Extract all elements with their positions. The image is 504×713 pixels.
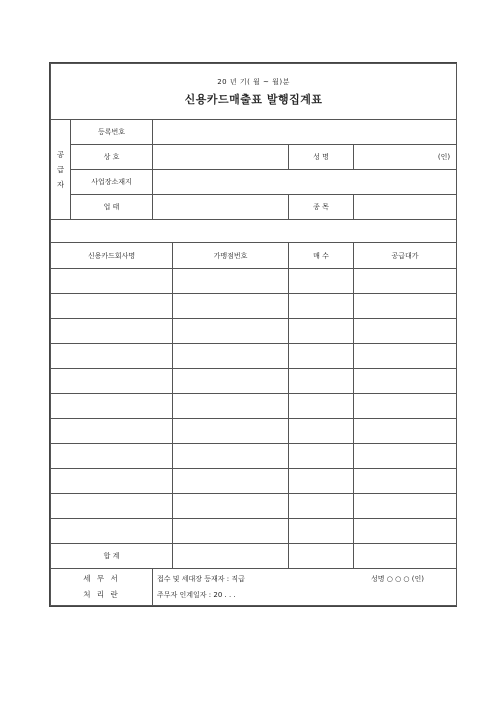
registrar-line: 접수 및 세대장 등재자 : 직급 (157, 575, 245, 583)
reg-no-field[interactable] (153, 120, 457, 145)
card-company-cell[interactable] (51, 519, 173, 544)
table-row (51, 519, 457, 544)
name-field[interactable] (354, 145, 457, 170)
count-cell[interactable] (289, 469, 354, 494)
trade-name-field[interactable] (153, 145, 289, 170)
supply-amount-cell[interactable] (354, 294, 457, 319)
count-cell[interactable] (289, 319, 354, 344)
table-row (51, 369, 457, 394)
address-field[interactable] (153, 170, 457, 195)
merchant-no-cell[interactable] (173, 394, 289, 419)
count-cell[interactable] (289, 344, 354, 369)
count-cell[interactable] (289, 369, 354, 394)
merchant-no-cell[interactable] (173, 444, 289, 469)
merchant-no-cell[interactable] (173, 319, 289, 344)
column-header-row (51, 243, 457, 269)
card-company-cell[interactable] (51, 369, 173, 394)
merchant-no-cell[interactable] (173, 519, 289, 544)
card-company-cell[interactable] (51, 269, 173, 294)
count-cell[interactable] (289, 444, 354, 469)
form-header (51, 64, 457, 120)
total-amount-cell[interactable] (354, 544, 457, 569)
total-count-cell[interactable] (289, 544, 354, 569)
merchant-no-cell[interactable] (173, 469, 289, 494)
seal-mark: (인) (437, 153, 451, 161)
total-merchant-cell[interactable] (173, 544, 289, 569)
merchant-no-cell[interactable] (173, 294, 289, 319)
supply-amount-cell[interactable] (354, 469, 457, 494)
reg-no-label: 등록번호 (71, 120, 153, 145)
merchant-no-cell[interactable] (173, 419, 289, 444)
trade-name-label: 상 호 (71, 145, 153, 170)
card-company-cell[interactable] (51, 294, 173, 319)
supply-amount-cell[interactable] (354, 344, 457, 369)
supplier-side-label: 공 급 자 (51, 120, 71, 220)
supply-amount-cell[interactable] (354, 319, 457, 344)
merchant-no-cell[interactable] (173, 344, 289, 369)
handover-date-line: 주무자 인계일자 : 20 . . . (157, 591, 236, 599)
table-row (51, 444, 457, 469)
business-item-field[interactable] (354, 195, 457, 220)
table-row (51, 494, 457, 519)
table-row (51, 394, 457, 419)
supply-amount-cell[interactable] (354, 394, 457, 419)
table-row (51, 269, 457, 294)
merchant-no-cell[interactable] (173, 269, 289, 294)
supply-amount-cell[interactable] (354, 519, 457, 544)
name-label: 성 명 (289, 145, 354, 170)
merchant-no-cell[interactable] (173, 494, 289, 519)
card-company-cell[interactable] (51, 394, 173, 419)
form-title: 신용카드매출표 발행집계표 (184, 92, 323, 106)
count-cell[interactable] (289, 419, 354, 444)
business-type-label: 업 태 (71, 195, 153, 220)
supply-amount-cell[interactable] (354, 419, 457, 444)
business-item-label: 종 목 (289, 195, 354, 220)
card-company-cell[interactable] (51, 319, 173, 344)
supply-amount-cell[interactable] (354, 369, 457, 394)
report-period: 20 년 기( 월 ~ 월)분 (217, 77, 290, 86)
merchant-no-cell[interactable] (173, 369, 289, 394)
table-row (51, 469, 457, 494)
tax-office-label: 세 무 서 처 리 란 (51, 569, 153, 606)
card-company-cell[interactable] (51, 344, 173, 369)
card-company-cell[interactable] (51, 494, 173, 519)
col-supply-amount: 공급대가 (354, 243, 457, 269)
col-count: 매 수 (289, 243, 354, 269)
supply-amount-cell[interactable] (354, 269, 457, 294)
supply-amount-cell[interactable] (354, 494, 457, 519)
count-cell[interactable] (289, 394, 354, 419)
separator-row (51, 220, 457, 243)
count-cell[interactable] (289, 519, 354, 544)
supply-amount-cell[interactable] (354, 444, 457, 469)
table-row (51, 319, 457, 344)
table-row (51, 419, 457, 444)
total-row (51, 544, 457, 569)
registrar-signature: 성명 ○ ○ ○ (인) (371, 575, 424, 583)
count-cell[interactable] (289, 294, 354, 319)
count-cell[interactable] (289, 269, 354, 294)
total-label: 합 계 (51, 544, 173, 569)
address-label: 사업장소재지 (71, 170, 153, 195)
card-company-cell[interactable] (51, 419, 173, 444)
table-row (51, 294, 457, 319)
tax-office-section (153, 569, 457, 606)
table-row (51, 344, 457, 369)
card-company-cell[interactable] (51, 444, 173, 469)
count-cell[interactable] (289, 494, 354, 519)
card-company-cell[interactable] (51, 469, 173, 494)
sales-slip-summary-form (49, 62, 457, 607)
business-type-field[interactable] (153, 195, 289, 220)
col-card-company: 신용카드회사명 (51, 243, 173, 269)
col-merchant-no: 가맹점번호 (173, 243, 289, 269)
tax-office-row (51, 569, 457, 606)
data-rows (51, 269, 457, 544)
